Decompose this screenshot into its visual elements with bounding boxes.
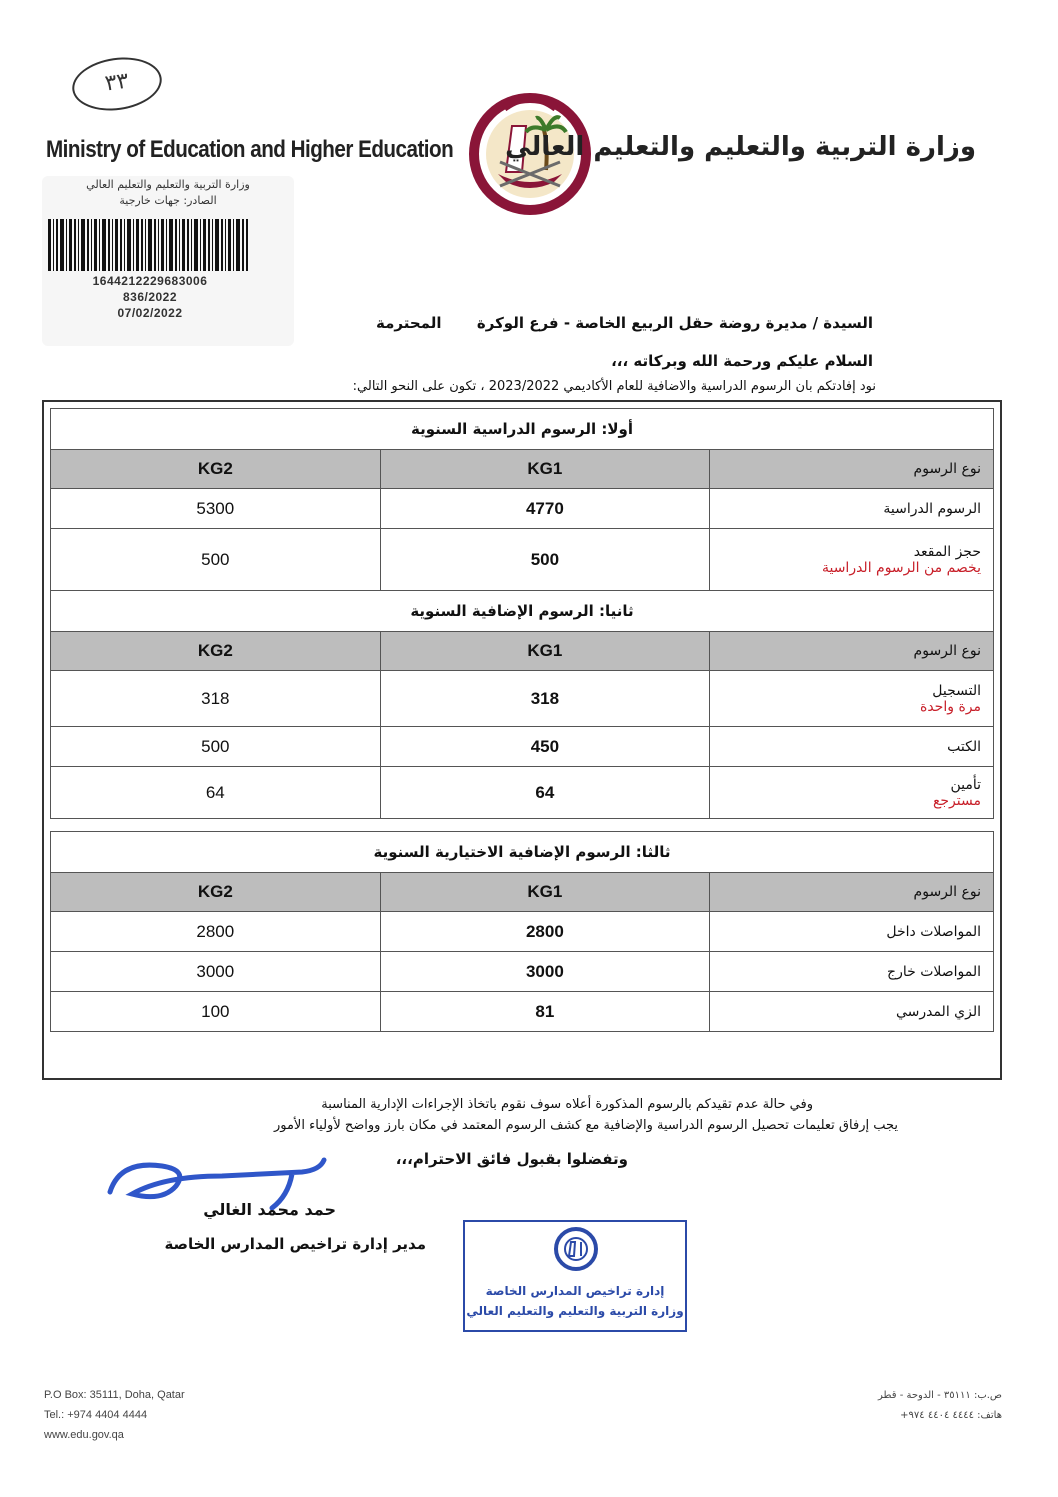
section-title-row [51, 591, 994, 632]
fee-kg2: 2800 [51, 912, 381, 952]
table-header-row [51, 450, 994, 489]
table-row [51, 767, 994, 819]
header-kg2: KG2 [51, 632, 381, 671]
header-kg1: KG1 [380, 873, 710, 912]
fee-kg1: 500 [380, 529, 710, 591]
fee-label: المواصلات خارج [710, 952, 994, 992]
fee-kg2: 318 [51, 671, 381, 727]
section-title: أولا: الرسوم الدراسية السنوية [51, 409, 994, 450]
table-row-empty [51, 1032, 994, 1068]
fee-label: الزي المدرسي [710, 992, 994, 1032]
reference-date: 07/02/2022 [117, 306, 183, 320]
fee-kg2: 100 [51, 992, 381, 1032]
table-row [51, 952, 994, 992]
barcode-number: 1644212229683006 [92, 274, 208, 288]
fee-kg2: 500 [51, 727, 381, 767]
header-kg2: KG2 [51, 450, 381, 489]
stamp-emblem-icon [553, 1226, 599, 1272]
footer-po-box-ar: ص.ب: ٣٥١١١ - الدوحة - قطر [878, 1390, 1002, 1401]
section-title: ثالثا: الرسوم الإضافية الاختيارية السنوية [51, 832, 994, 873]
table-row [51, 671, 994, 727]
fee-kg1: 4770 [380, 489, 710, 529]
fee-kg2: 3000 [51, 952, 381, 992]
fee-kg2: 64 [51, 767, 381, 819]
fee-kg1: 81 [380, 992, 710, 1032]
fee-label: حجز المقعد [913, 543, 981, 560]
fee-kg1: 2800 [380, 912, 710, 952]
fee-table-frame [42, 400, 1002, 1080]
fee-kg1: 318 [380, 671, 710, 727]
official-stamp [463, 1220, 687, 1332]
table-row [51, 489, 994, 529]
header-fee-type: نوع الرسوم [710, 873, 994, 912]
fee-label: الرسوم الدراسية [710, 489, 994, 529]
signer-name: حمد محمد الغالي [203, 1200, 336, 1219]
footer-po-box: P.O Box: 35111, Doha, Qatar [44, 1389, 185, 1401]
fee-table [50, 408, 994, 1068]
section-title-row [51, 832, 994, 873]
fee-label-cell [710, 767, 994, 819]
regards: وتفضلوا بقبول فائق الاحترام،،، [395, 1150, 628, 1168]
header-fee-type: نوع الرسوم [710, 632, 994, 671]
footer-tel-ar: هاتف: ٤٤٤٤ ٤٤٠٤ ٩٧٤+ [900, 1410, 1002, 1421]
fee-kg1: 450 [380, 727, 710, 767]
fee-label-cell [710, 529, 994, 591]
page-number: ٣٣ [69, 52, 165, 116]
addressee: السيدة / مديرة روضة حقل الربيع الخاصة - فرع الوكرة [476, 314, 873, 332]
table-row [51, 529, 994, 591]
closing-instruction: يجب إرفاق تعليمات تحصيل الرسوم الدراسية والإضافية مع كشف الرسوم المعتمد في مكان بارز وواضح لأولياء الأمور [273, 1118, 898, 1133]
header-fee-type: نوع الرسوم [710, 450, 994, 489]
section-spacer [51, 819, 994, 832]
fee-note: مسترجع [932, 792, 981, 809]
section-title: ثانيا: الرسوم الإضافية السنوية [51, 591, 994, 632]
signer-title: مدير إدارة تراخيص المدارس الخاصة [164, 1235, 426, 1253]
header-kg1: KG1 [380, 450, 710, 489]
barcode-icon [48, 219, 248, 271]
table-row [51, 992, 994, 1032]
footer-website[interactable]: www.edu.gov.qa [44, 1429, 124, 1441]
fee-kg1: 3000 [380, 952, 710, 992]
fee-kg2: 500 [51, 529, 381, 591]
intro-text: نود إفادتكم بان الرسوم الدراسية والاضافية للعام الأكاديمي 2023/2022 ، تكون على النحو التالي: [352, 379, 876, 394]
fee-label-cell [710, 671, 994, 727]
honorific: المحترمة [376, 314, 442, 332]
fee-label: تأمين [950, 776, 981, 793]
table-header-row [51, 632, 994, 671]
stamp-text-dept: إدارة تراخيص المدارس الخاصة [485, 1284, 665, 1298]
header-kg1: KG1 [380, 632, 710, 671]
closing-warning: وفي حالة عدم تقيدكم بالرسوم المذكورة أعلاه سوف نقوم باتخاذ الإجراءات الإدارية المناسبة [321, 1097, 813, 1112]
header-kg2: KG2 [51, 873, 381, 912]
greeting: السلام عليكم ورحمة الله وبركاته ،،، [611, 352, 873, 370]
fee-label: التسجيل [932, 682, 981, 699]
section-title-row [51, 409, 994, 450]
reference-number: 836/2022 [122, 290, 178, 304]
fee-kg2: 5300 [51, 489, 381, 529]
fee-label: المواصلات داخل [710, 912, 994, 952]
table-row [51, 912, 994, 952]
fee-note: مرة واحدة [920, 698, 981, 715]
table-header-row [51, 873, 994, 912]
ministry-name-ar: وزارة التربية والتعليم والتعليم العالي [505, 132, 976, 162]
table-row [51, 727, 994, 767]
fee-kg1: 64 [380, 767, 710, 819]
ministry-name-en: Ministry of Education and Higher Education [46, 136, 454, 163]
reference-org-line: وزارة التربية والتعليم والتعليم العالي [86, 178, 250, 191]
stamp-text-ministry: وزارة التربية والتعليم والتعليم العالي [466, 1304, 684, 1318]
fee-label: الكتب [710, 727, 994, 767]
fee-note: يخصم من الرسوم الدراسية [821, 559, 981, 576]
reference-issuer-line: الصادر: جهات خارجية [119, 194, 217, 207]
footer-tel: Tel.: +974 4404 4444 [44, 1409, 148, 1421]
